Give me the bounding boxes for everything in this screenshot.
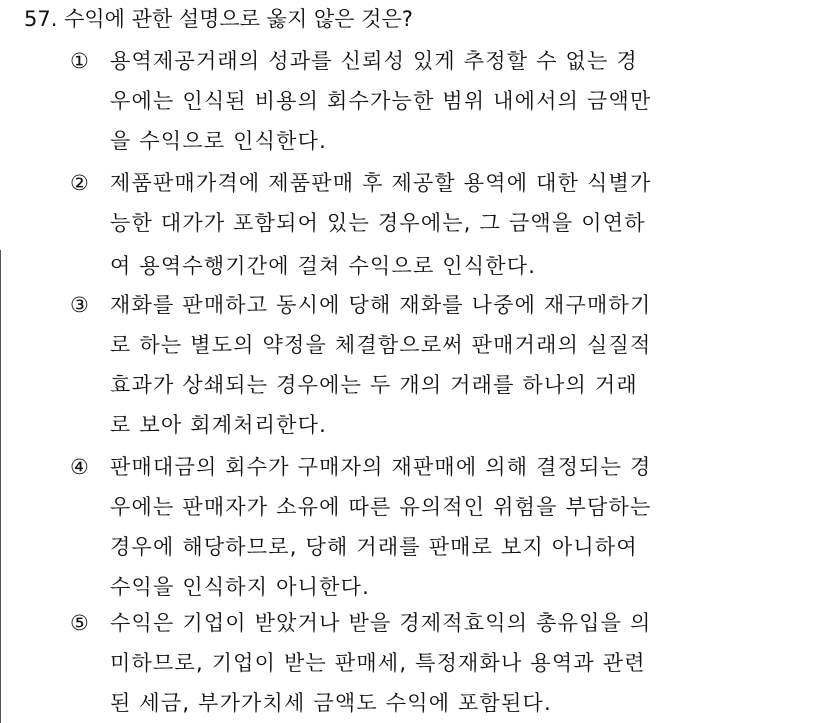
option-5[interactable]: [70, 606, 770, 722]
option-1[interactable]: [70, 44, 770, 164]
left-margin-rule: [0, 250, 1, 723]
option-4[interactable]: [70, 450, 770, 610]
option-5-line-3: 된 세금, 부가가치세 금액도 수익에 포함된다.: [110, 691, 552, 715]
option-marker-5: ⑤: [70, 611, 89, 635]
option-marker-2: ②: [70, 171, 89, 195]
option-3-line-1: 재화를 판매하고 동시에 당해 재화를 나중에 재구매하기: [110, 293, 652, 317]
question-title: 57. 수익에 관한 설명으로 옳지 않은 것은?: [24, 7, 413, 31]
option-marker-1: ①: [70, 49, 89, 73]
option-2[interactable]: [70, 166, 770, 286]
option-3-line-3: 효과가 상쇄되는 경우에는 두 개의 거래를 하나의 거래: [110, 373, 638, 397]
option-5-line-2: 미하므로, 기업이 받는 판매세, 특정재화나 용역과 관련: [110, 651, 646, 675]
option-5-line-1: 수익은 기업이 받았거나 받을 경제적효익의 총유입을 의: [110, 611, 652, 635]
option-2-line-3: 여 용역수행기간에 걸쳐 수익으로 인식한다.: [110, 254, 537, 278]
option-marker-4: ④: [70, 455, 89, 479]
option-1-line-2: 우에는 인식된 비용의 회수가능한 범위 내에서의 금액만: [110, 89, 652, 113]
option-4-line-1: 판매대금의 회수가 구매자의 재판매에 의해 결정되는 경: [110, 455, 652, 479]
option-3-line-2: 로 하는 별도의 약정을 체결함으로써 판매거래의 실질적: [110, 333, 652, 357]
option-4-line-4: 수익을 인식하지 아니한다.: [110, 575, 370, 599]
option-3-line-4: 로 보아 회계처리한다.: [110, 413, 327, 437]
option-4-line-3: 경우에 해당하므로, 당해 거래를 판매로 보지 아니하여: [110, 535, 638, 559]
option-2-line-1: 제품판매가격에 제품판매 후 제공할 용역에 대한 식별가: [110, 171, 652, 195]
option-2-line-2: 능한 대가가 포함되어 있는 경우에는, 그 금액을 이연하: [110, 211, 646, 235]
option-1-line-3: 을 수익으로 인식한다.: [110, 129, 327, 153]
option-3[interactable]: [70, 288, 770, 448]
option-marker-3: ③: [70, 293, 89, 317]
option-1-line-1: 용역제공거래의 성과를 신뢰성 있게 추정할 수 없는 경: [110, 49, 638, 73]
option-4-line-2: 우에는 판매자가 소유에 따른 유의적인 위험을 부담하는: [110, 495, 652, 519]
